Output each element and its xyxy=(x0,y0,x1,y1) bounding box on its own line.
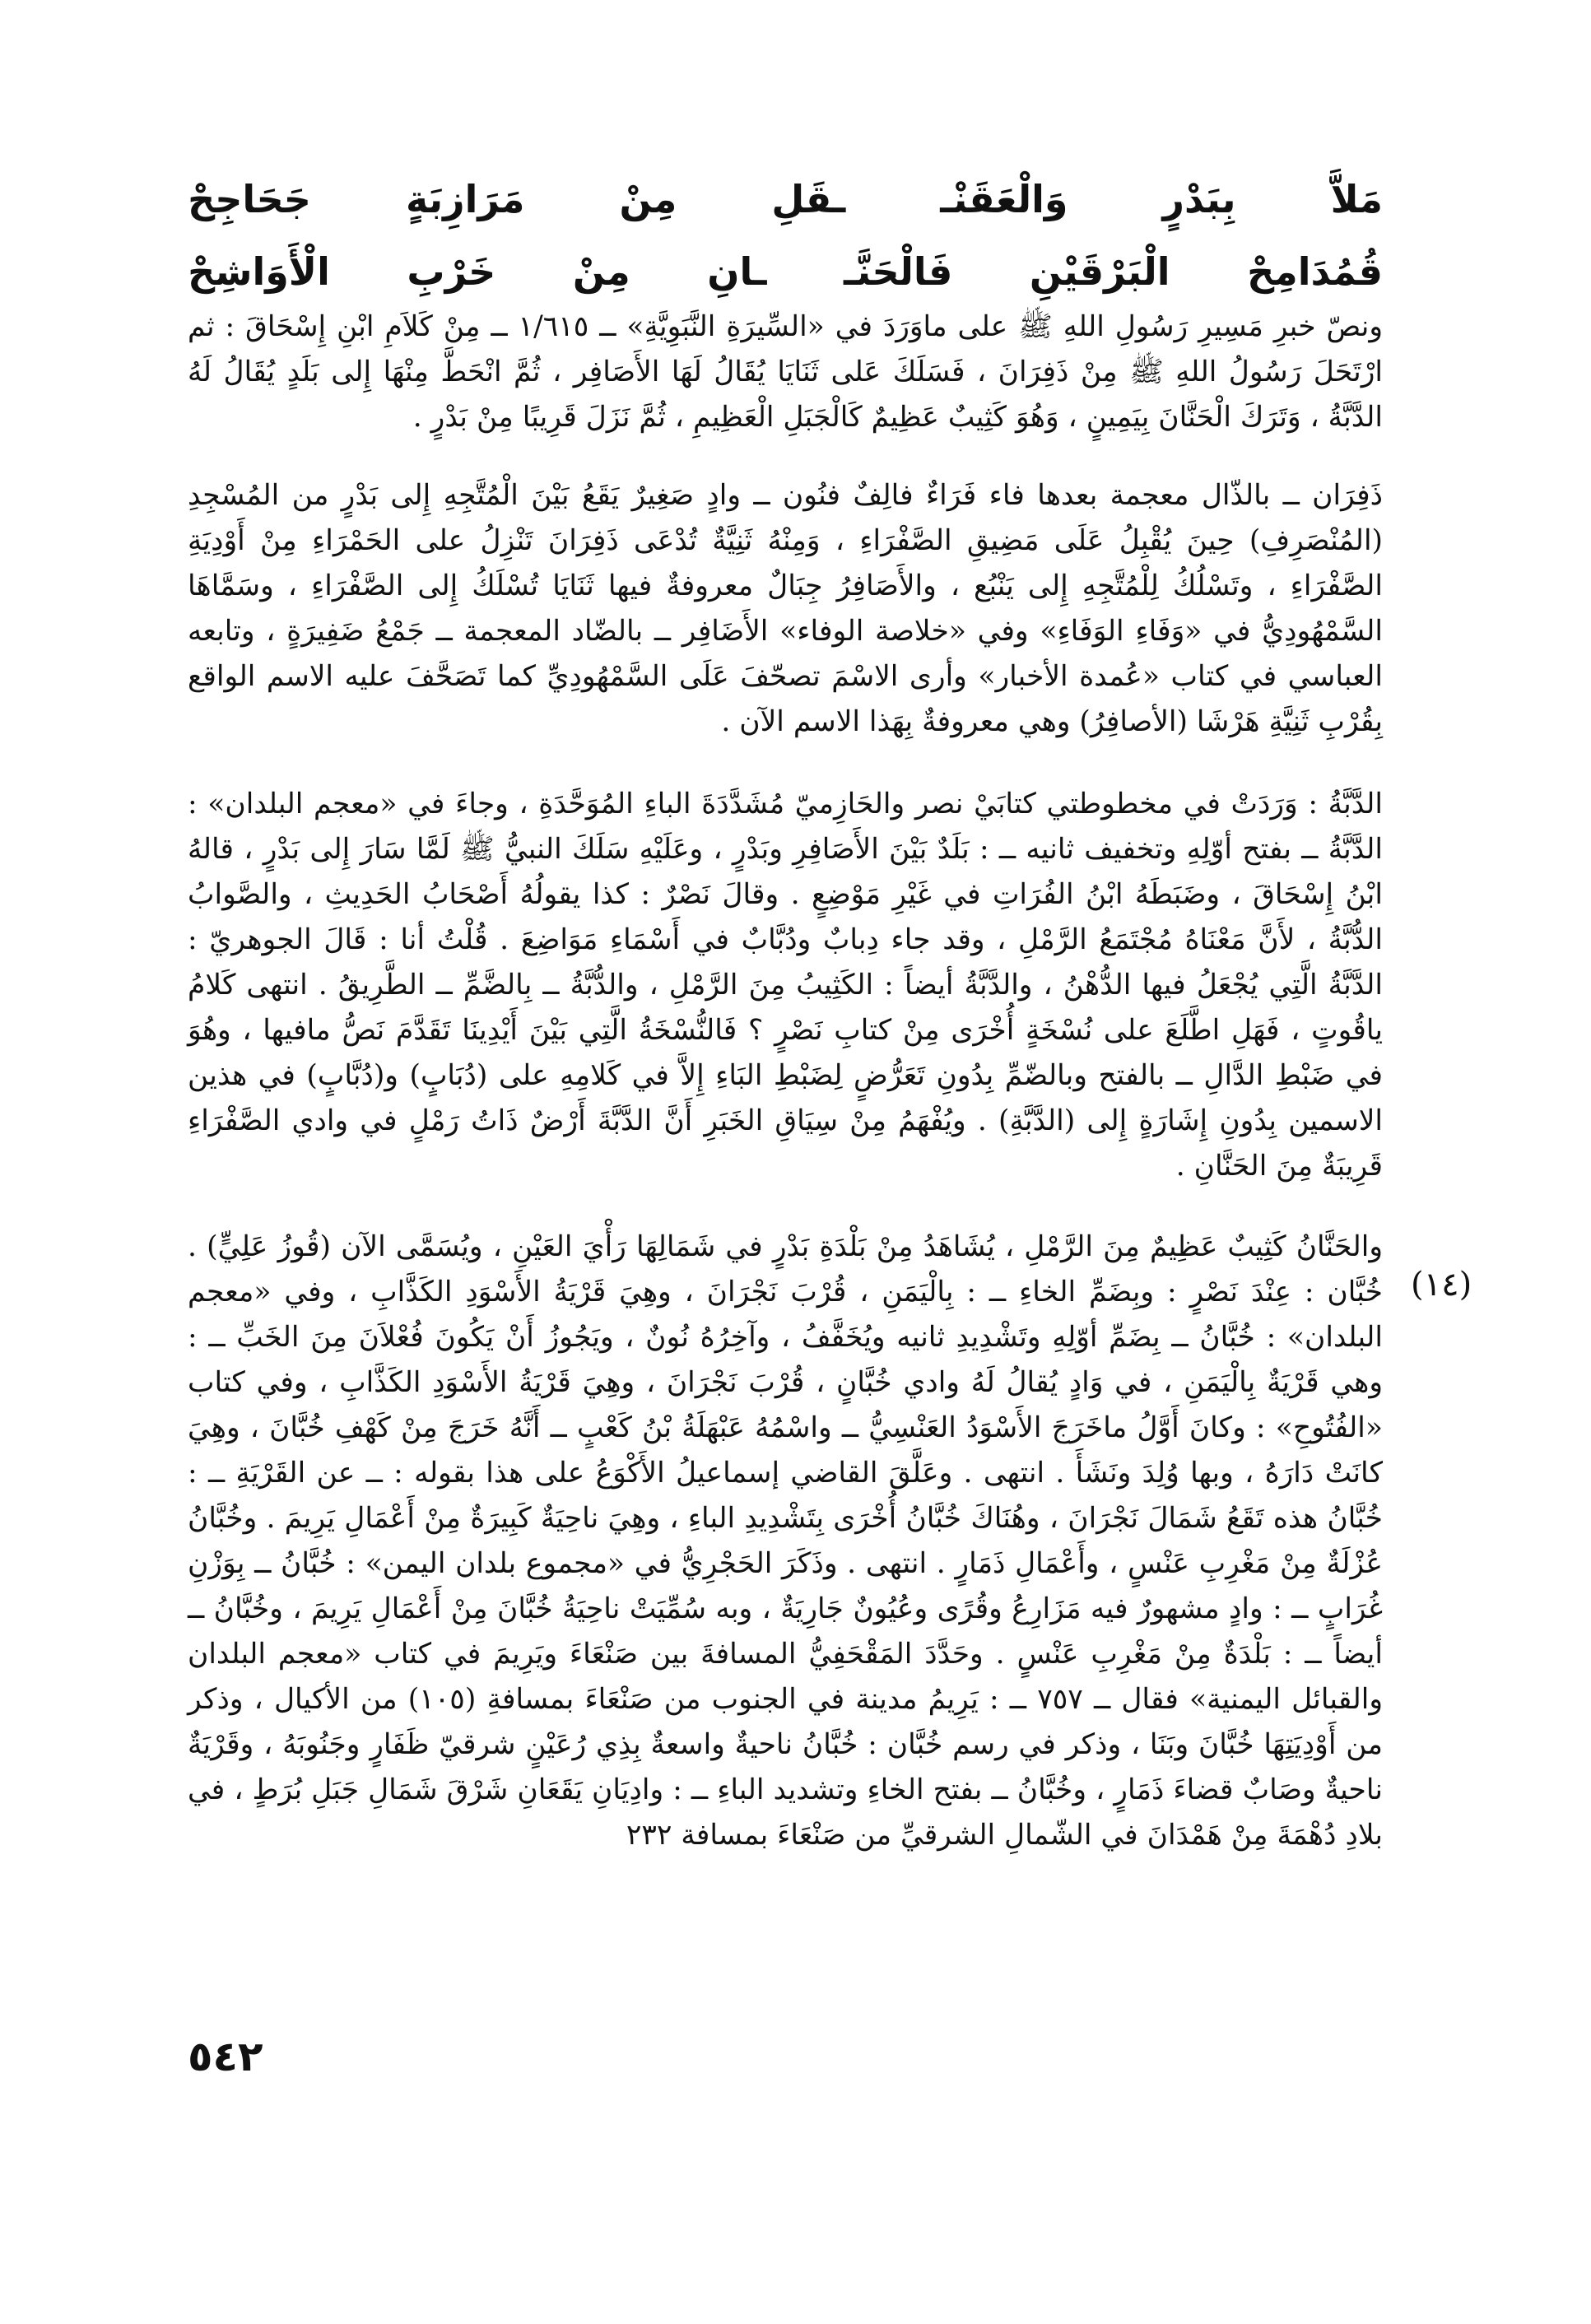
paragraph-dabbah xyxy=(188,782,1383,1189)
verse-word: فَالْحَنَّـ xyxy=(844,249,953,294)
paragraph-text: ذَفِرَان ــ بالذّال معجمة بعدها فاء فَرَاءٌ فالِفٌ فنُون ــ وادٍ صَغِيرٌ يَقَعُ بَيْنَ الْمُتَّجِهِ إِلى بَدْرٍ من المُسْجِدِ (المُنْصَرِفِ) حِينَ يُقْبِلُ عَلَى مَضِيقِ الصَّفْرَاءِ ، وَمِنْهُ ثَنِيَّةٌ تُدْعَى ذَفِرَانَ تَنْزِلُ على الحَمْرَاءِ مِنْ أَوْدِيَةِ الصَّفْرَاءِ ، وتَسْلُكُ لِلْمُتَّجِهِ إِلى يَنْبُع ، والأَصَافِرُ جِبَالٌ معروفةٌ فيها ثَنَايَا تُسْلَكُ إِلى الصَّفْرَاءِ ، وسَمَّاهَا السَّمْهُودِيُّ في «وَفَاءِ الوَفَاءِ» وفي «خلاصة الوفاء» الأَضَافِر ــ بالضّاد المعجمة ــ جَمْعُ ضَفِيرَةٍ ، وتابعه العباسي في كتاب «عُمدة الأخبار» وأرى الاسْمَ تصحّفَ عَلَى السَّمْهُودِيِّ كما تَصَحَّفَ عليه الاسم الواقع بِقُرْبِ ثَنِيَّةِ هَرْشَا (الأصافِرُ) وهي معروفةٌ بِهَذا الاسم الآن . xyxy=(188,479,1383,738)
verse-word: مِنْ xyxy=(572,249,630,294)
verse-word: مَرَازِبَةٍ xyxy=(405,177,525,221)
page-number: ٥٤٢ xyxy=(188,2033,263,2080)
paragraph-text: الدَّبَّةُ : وَرَدَتْ في مخطوطتي كتابَيْ نصر والحَازِميّ مُشَدَّدَةَ الباءِ المُوَحَّدَةِ ، وجاءَ في «معجم البلدان» : الدَّبَّةُ ــ بفتح أوّلِهِ وتخفيف ثانيه ــ : بَلَدٌ بَيْنَ الأَصَافِرِ وبَدْرٍ ، وعَلَيْهِ سَلَكَ النبيُّ ﷺ لَمَّا سَارَ إِلى بَدْرٍ ، قالهُ ابْنُ إِسْحَاقَ ، وضَبَطَهُ ابْنُ الفُرَاتِ في غَيْرِ مَوْضِعٍ . وقالَ نَصْرٌ : كذا يقولُهُ أَصْحَابُ الحَدِيثِ ، والصَّوابُ الدُّبَّةُ ، لأَنَّ مَعْنَاهُ مُجْتَمَعُ الرَّمْلِ ، وقد جاء دِبابٌ ودُبَّابٌ في أَسْمَاءِ مَوَاضِعَ . قُلْتُ أنا : قَالَ الجوهريّ : الدَّبَّةُ الَّتِي يُجْعَلُ فيها الدُّهْنُ ، والدَّبَّةُ أيضاً : الكَثِيبُ مِنَ الرَّمْلِ ، والدُّبَّةُ ــ بِالضَّمِّ ــ الطَّرِيقُ . انتهى كَلامُ ياقُوتٍ ، فَهَلِ اطَّلَعَ على نُسْخَةٍ أُخْرَى مِنْ كتابِ نَصْرٍ ؟ فَالنُّسْخَةُ الَّتِي بَيْنَ أَيْدِينَا تَقَدَّمَ نَصُّ مافيها ، وهُوَ في ضَبْطِ الدَّالِ ــ بالفتح وبالضّمِّ بِدُونِ تَعَرُّضٍ لِضَبْطِ البَاءِ إِلاَّ في كَلامِهِ على (دُبَابٍ) و(دُبَّابٍ) في هذين الاسمين بِدُونِ إِشَارَةٍ إِلى (الدَّبَّةِ) . ويُفْهَمُ مِنْ سِيَاقِ الخَبَرِ أَنَّ الدَّبَّةَ أَرْضٌ ذَاتُ رَمْلٍ في وادي الصَّفْرَاءِ قَرِيبَةٌ مِنَ الحَنَّانِ . xyxy=(188,788,1383,1183)
verse-word: وَالْعَقَنْـ xyxy=(940,177,1068,221)
verse-word: الْأَوَاشِحْ xyxy=(188,249,330,294)
verse-line-1 xyxy=(188,177,1383,249)
paragraph-text: ونصّ خبرِ مَسِيرِ رَسُولِ اللهِ ﷺ على ماوَرَدَ في «السِّيرَةِ النَّبَوِيَّةِ» ــ ١/٦١٥ ــ مِنْ كَلاَمِ ابْنِ إِسْحَاقَ : ثم ارْتَحَلَ رَسُولُ اللهِ ﷺ مِنْ ذَفِرَانَ ، فَسَلَكَ عَلى ثَنَايَا يُقَالُ لَهَا الأَصَافِر ، ثُمَّ انْحَطَّ مِنْهَا إِلى بَلَدٍ يُقَالُ لَهُ الدَّبَّةُ ، وَتَرَكَ الْحَنَّانَ بِيَمِينٍ ، وَهُوَ كَثِيبٌ عَظِيمٌ كَالْجَبَلِ الْعَظِيمِ ، ثُمَّ نَزَلَ قَرِيبًا مِنْ بَدْرٍ . xyxy=(188,310,1383,434)
verse-word: قُمُدَامِحْ xyxy=(1247,249,1383,294)
verse-word: جَحَاجِحْ xyxy=(188,177,311,221)
verse-word: ـانِ xyxy=(707,249,767,294)
verse-word: مَلاَّ xyxy=(1330,177,1383,221)
paragraph-route-narrative xyxy=(188,304,1383,440)
verse-word: الْبَرْقَيْنِ xyxy=(1029,249,1170,294)
paragraph-khubban xyxy=(188,1225,1383,1858)
footnote-marker: (١٤) xyxy=(1411,1266,1472,1304)
paragraph-dhafiran xyxy=(188,473,1383,745)
paragraph-text: والحَنَّانُ كَثِيبٌ عَظِيمٌ مِنَ الرَّمْلِ ، يُشَاهَدُ مِنْ بَلْدَةِ بَدْرٍ في شَمَالِهَا رَأْيَ العَيْنِ ، ويُسَمَّى الآن (قُوزُ عَلِيٍّ) . خُبَّان : عِنْدَ نَصْرٍ : وبِضَمِّ الخاءِ ــ : بِالْيَمَنِ ، قُرْبَ نَجْرَانَ ، وهِيَ قَرْيَةُ الأَسْوَدِ الكَذَّابِ ، وفي «معجم البلدان» : خُبَّانُ ــ بِضَمِّ أوّلِهِ وتَشْدِيدِ ثانيه ويُخَفَّفُ ، وآخِرُهُ نُونٌ ، ويَجُوزُ أَنْ يَكُونَ فُعْلاَنَ مِنَ الخَبِّ ــ : وهي قَرْيَةٌ بِالْيَمَنِ ، في وَادٍ يُقالُ لَهُ وادي خُبَّانٍ ، قُرْبَ نَجْرَانَ ، وهِيَ قَرْيَةُ الأَسْوَدِ الكَذَّابِ ، وفي كتاب «الفُتُوحِ» : وكانَ أَوَّلُ ماخَرَجَ الأَسْوَدُ العَنْسِيُّ ــ واسْمُهُ عَبْهَلَةُ بْنُ كَعْبٍ ــ أَنَّهُ خَرَجَ مِنْ كَهْفِ خُبَّانَ ، وهِيَ كانَتْ دَارَهُ ، وبها وُلِدَ ونَشَأَ . انتهى . وعَلَّقَ القاضي إسماعيلُ الأَكْوَعُ على هذا بقوله : ــ عن القَرْيَةِ ــ : خُبَّانُ هذه تَقَعُ شَمَالَ نَجْرَانَ ، وهُنَاكَ خُبَّانُ أُخْرَى بِتَشْدِيدِ الباءِ ، وهِيَ ناحِيَةٌ كَبِيرَةٌ مِنْ أَعْمَالِ يَرِيمَ . وخُبَّانُ عُزْلَةٌ مِنْ مَغْرِبِ عَنْسٍ ، وأَعْمَالِ ذَمَارٍ . انتهى . وذَكَرَ الحَجْرِيُّ في «مجموع بلدان اليمن» : خُبَّانُ ــ بِوَزْنِ غُرَابٍ ــ : وادٍ مشهورٌ فيه مَزَارِعُ وقُرًى وعُيُونٌ جَارِيَةٌ ، وبه سُمِّيَتْ ناحِيَةُ خُبَّانَ مِنْ أَعْمَالِ يَرِيمَ ، وخُبَّانُ ــ أيضاً ــ : بَلْدَةٌ مِنْ مَغْرِبِ عَنْسٍ . وحَدَّدَ المَقْحَفِيُّ المسافةَ بين صَنْعَاءَ ويَرِيمَ في كتاب «معجم البلدان والقبائل اليمنية» فقال ــ ٧٥٧ ــ : يَرِيمُ مدينة في الجنوب من صَنْعَاءَ بمسافةِ (١٠٥) من الأكيال ، وذكر من أَوْدِيَتِهَا خُبَّانَ وبَنَا ، وذكر في رسم خُبَّان : خُبَّانُ ناحيةٌ واسعةٌ بِذِي رُعَيْنٍ شرقيّ ظَفَارٍ وجَنُوبَهُ ، وقَرْيَةٌ ناحيةٌ وصَابٌ قضاءَ ذَمَارٍ ، وخُبَّانُ ــ بفتح الخاءِ وتشديد الباءِ ــ : وادِيَانِ يَقَعَانِ شَرْقَ شَمَالِ جَبَلِ بُرَطٍ ، في بلادِ دُهْمَةَ مِنْ هَمْدَانَ في الشّمالِ الشرقيِّ من صَنْعَاءَ بمسافة ٢٣٢ xyxy=(188,1230,1383,1852)
verse-word: مِنْ xyxy=(619,177,677,221)
verse-word: بِبَدْرٍ xyxy=(1162,177,1236,221)
verse-word: ـقَلِ xyxy=(771,177,846,221)
verse-word: خَرْبِ xyxy=(407,249,496,294)
poem-verse xyxy=(188,177,1383,322)
